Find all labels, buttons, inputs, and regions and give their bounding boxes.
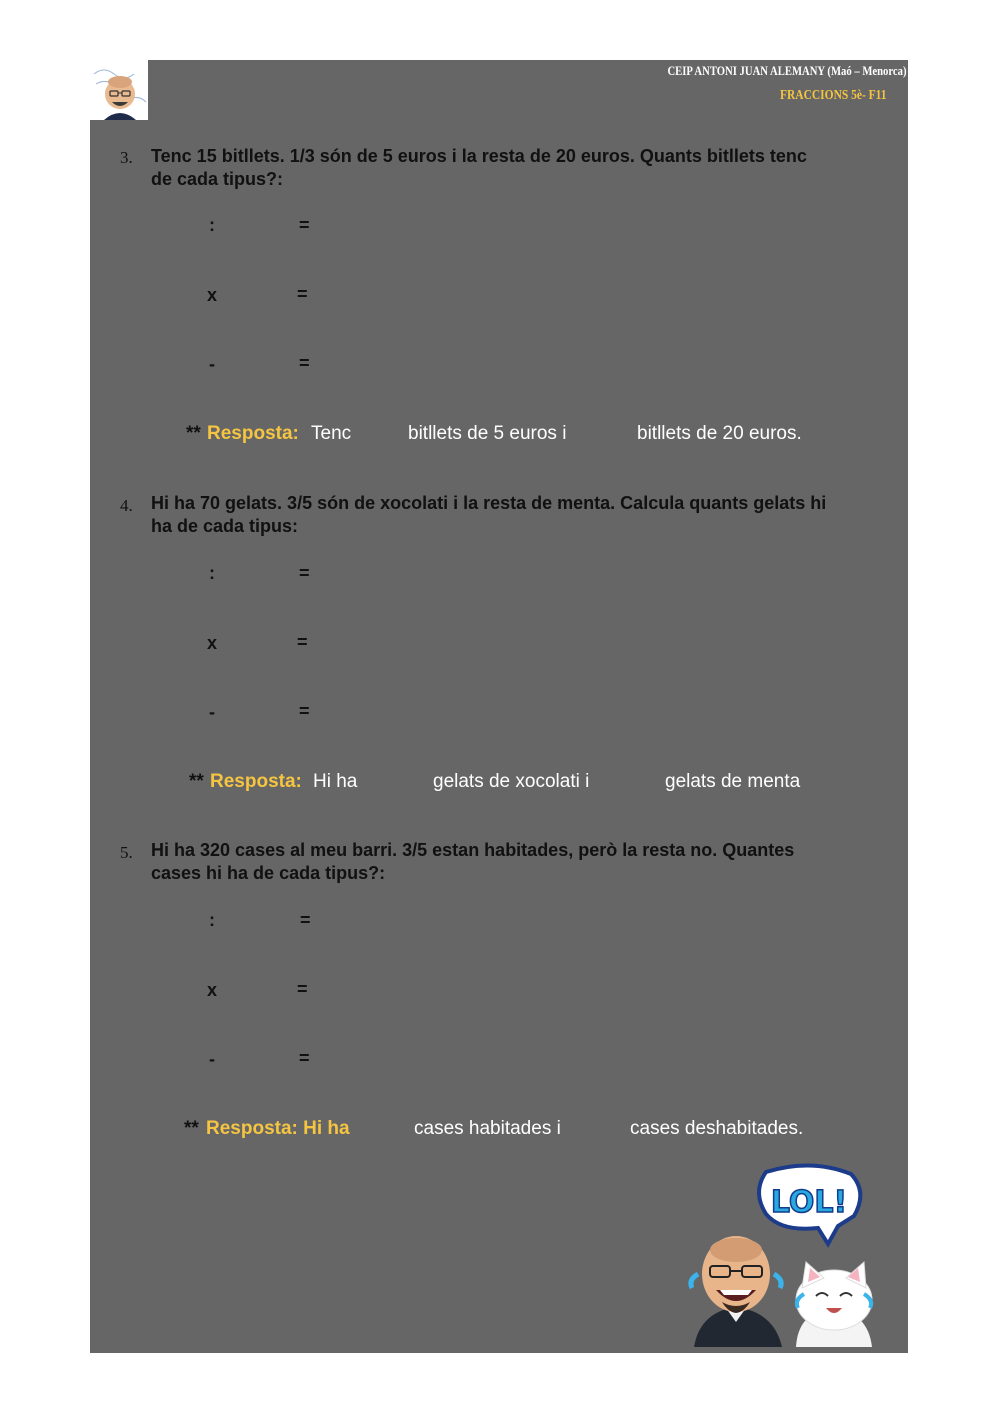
statement-line-2: de cada tipus?: bbox=[151, 169, 284, 189]
lol-sticker bbox=[686, 1162, 886, 1352]
equals-sign: = bbox=[299, 701, 310, 721]
equals-sign: = bbox=[300, 910, 311, 930]
problem-number: 3. bbox=[120, 148, 133, 167]
bubble-text: LOL! bbox=[770, 1185, 848, 1220]
equals-sign: = bbox=[299, 353, 310, 373]
equals-sign: = bbox=[299, 563, 310, 583]
equals-sign: = bbox=[299, 1048, 310, 1068]
avatar-icon bbox=[90, 60, 148, 120]
answer-prefix: Hi ha bbox=[313, 771, 358, 792]
subtraction-sign: - bbox=[209, 1049, 215, 1069]
statement-line-2: cases hi ha de cada tipus?: bbox=[151, 863, 386, 883]
answer-middle: bitllets de 5 euros i bbox=[408, 423, 567, 444]
answer-stars: ** bbox=[186, 423, 201, 444]
answer-suffix: bitllets de 20 euros. bbox=[637, 423, 802, 444]
problem-statement bbox=[151, 839, 907, 885]
answer-label: Resposta: bbox=[207, 423, 299, 444]
division-sign: : bbox=[209, 910, 215, 930]
division-sign: : bbox=[209, 215, 215, 235]
statement-line-2: ha de cada tipus: bbox=[151, 516, 299, 536]
answer-stars: ** bbox=[189, 771, 204, 792]
division-sign: : bbox=[209, 563, 215, 583]
multiplication-sign: x bbox=[207, 980, 218, 1000]
problem-number: 4. bbox=[120, 496, 133, 515]
school-name: CEIP ANTONI JUAN ALEMANY (Maó – Menorca) bbox=[667, 63, 907, 78]
answer-suffix: gelats de menta bbox=[665, 771, 801, 792]
statement-line-1: Hi ha 320 cases al meu barri. 3/5 estan habitades, però la resta no. Quantes bbox=[151, 840, 795, 860]
equals-sign: = bbox=[299, 215, 310, 235]
answer-label: Resposta: bbox=[210, 771, 302, 792]
answer-line bbox=[184, 1118, 824, 1142]
equals-sign: = bbox=[297, 632, 308, 652]
subtraction-sign: - bbox=[209, 354, 215, 374]
course-label: FRACCIONS 5è- F11 bbox=[780, 88, 887, 103]
answer-line bbox=[186, 423, 826, 447]
equals-sign: = bbox=[297, 979, 308, 999]
problem-statement bbox=[151, 145, 907, 191]
statement-line-1: Tenc 15 bitllets. 1/3 són de 5 euros i la resta de 20 euros. Quants bitllets tenc bbox=[151, 146, 807, 166]
subtraction-sign: - bbox=[209, 702, 215, 722]
multiplication-sign: x bbox=[207, 633, 218, 653]
problem-statement bbox=[151, 492, 907, 538]
answer-middle: gelats de xocolati i bbox=[433, 771, 590, 792]
answer-stars: ** bbox=[184, 1118, 199, 1139]
answer-middle: cases habitades i bbox=[414, 1118, 561, 1139]
multiplication-sign: x bbox=[207, 285, 218, 305]
answer-label: Resposta: Hi ha bbox=[206, 1118, 350, 1139]
answer-suffix: cases deshabitades. bbox=[630, 1118, 804, 1139]
laughing-teacher-cat-icon bbox=[686, 1162, 886, 1347]
answer-prefix: Tenc bbox=[311, 423, 352, 444]
problem-number: 5. bbox=[120, 843, 133, 862]
answer-line bbox=[189, 771, 829, 795]
teacher-avatar-logo bbox=[90, 60, 148, 120]
equals-sign: = bbox=[297, 284, 308, 304]
statement-line-1: Hi ha 70 gelats. 3/5 són de xocolati i la resta de menta. Calcula quants gelats hi bbox=[151, 493, 827, 513]
